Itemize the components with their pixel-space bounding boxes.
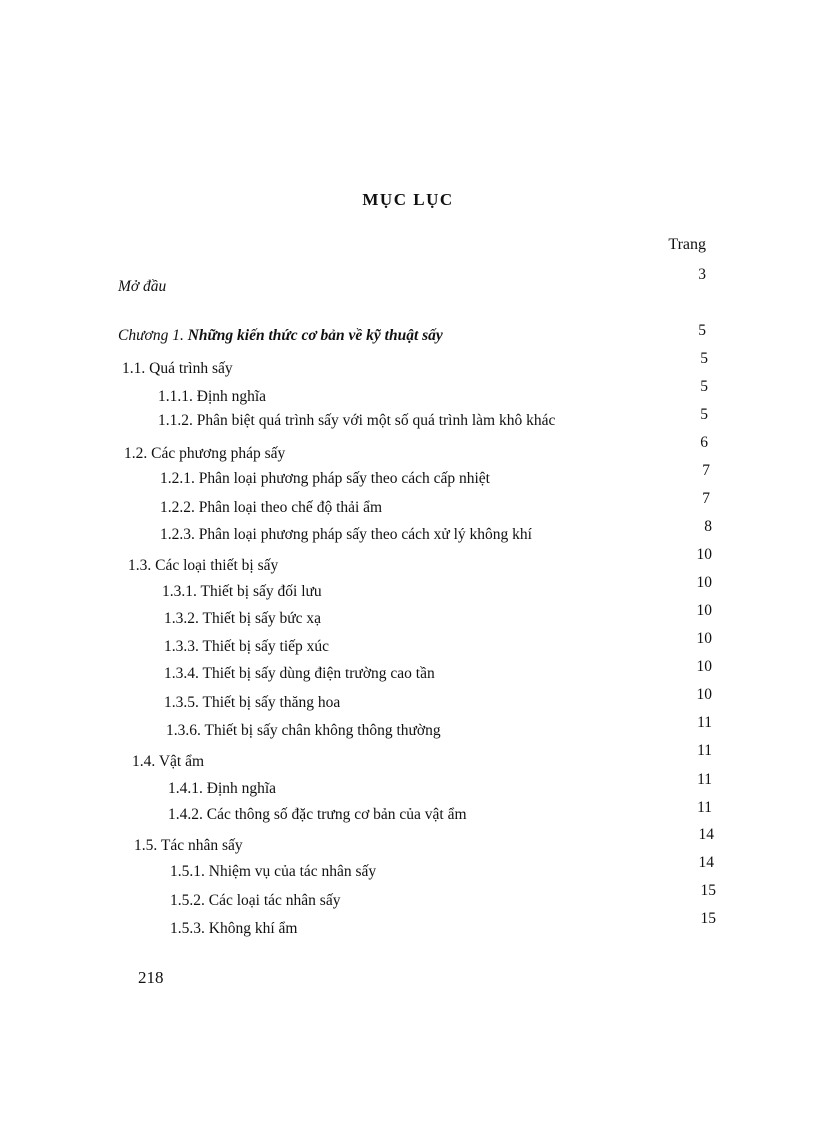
toc-entry-1-2-1: 1.2.1. Phân loại phương pháp sấy theo cách cấp nhiệt (160, 470, 490, 487)
toc-page-1-1-2: 5 (700, 406, 708, 423)
toc-entry-1-2-3: 1.2.3. Phân loại phương pháp sấy theo cách xử lý không khí (160, 526, 532, 543)
toc-entry-1-2-2: 1.2.2. Phân loại theo chế độ thải ẩm (160, 499, 383, 516)
toc-page-1-4-2: 11 (697, 799, 712, 816)
toc-entry-1-3-6: 1.3.6. Thiết bị sấy chân không thông thường (166, 722, 441, 739)
toc-page-1-2-1: 7 (702, 462, 710, 479)
toc-page-1-3-5: 10 (696, 686, 712, 703)
toc-page-1-3: 10 (696, 546, 712, 563)
toc-page-1-2-3: 8 (704, 518, 712, 535)
toc-page-1-4: 11 (697, 742, 712, 759)
toc-page-1-2: 6 (700, 434, 708, 451)
toc-entry-1-1-1: 1.1.1. Định nghĩa (158, 388, 267, 405)
toc-page-1-3-6: 11 (697, 714, 712, 731)
toc-entry-intro: Mở đầu (118, 278, 167, 295)
toc-page-intro: 3 (698, 266, 706, 283)
toc-entry-1-5-1: 1.5.1. Nhiệm vụ của tác nhân sấy (170, 863, 377, 880)
toc-page-1-3-3: 10 (696, 630, 712, 647)
toc-entry-1-3-4: 1.3.4. Thiết bị sấy dùng điện trường cao tần (164, 665, 435, 682)
chapter-label: Chương 1. (118, 327, 184, 344)
toc-entry-1-3-3: 1.3.3. Thiết bị sấy tiếp xúc (164, 638, 330, 655)
toc-title: MỤC LỤC (362, 190, 454, 209)
toc-entry-1-5-2: 1.5.2. Các loại tác nhân sấy (170, 892, 341, 909)
toc-page-1-5-3: 15 (700, 910, 716, 927)
toc-entry-1-2: 1.2. Các phương pháp sấy (124, 445, 286, 462)
toc-page-chapter-1: 5 (698, 322, 706, 339)
toc-entry-1-4-2: 1.4.2. Các thông số đặc trưng cơ bản của vật ẩm (168, 806, 467, 823)
toc-entry-1-4-1: 1.4.1. Định nghĩa (168, 780, 277, 797)
toc-page-1-2-2: 7 (702, 490, 710, 507)
toc-page-1-4-1: 11 (697, 771, 712, 788)
page-column-header: Trang (668, 236, 706, 253)
toc-page-1-1-1: 5 (700, 378, 708, 395)
toc-entry-1-3-5: 1.3.5. Thiết bị sấy thăng hoa (164, 694, 341, 711)
toc-entry-1-4: 1.4. Vật ẩm (132, 753, 205, 770)
toc-entry-1-3-2: 1.3.2. Thiết bị sấy bức xạ (164, 610, 322, 627)
toc-page-1-5-2: 15 (700, 882, 716, 899)
toc-page-1-5-1: 14 (698, 854, 714, 871)
toc-page-1-1: 5 (700, 350, 708, 367)
toc-page-1-3-1: 10 (696, 574, 712, 591)
toc-page-1-3-2: 10 (696, 602, 712, 619)
toc-page-1-5: 14 (698, 826, 714, 843)
toc-entry-1-5: 1.5. Tác nhân sấy (134, 837, 243, 854)
toc-page-1-3-4: 10 (696, 658, 712, 675)
toc-entry-1-3-1: 1.3.1. Thiết bị sấy đối lưu (162, 583, 322, 600)
toc-entry-1-1-2: 1.1.2. Phân biệt quá trình sấy với một số quá trình làm khô khác (158, 412, 556, 429)
toc-entry-1-3: 1.3. Các loại thiết bị sấy (128, 557, 279, 574)
chapter-title: Những kiến thức cơ bản về kỹ thuật sấy (187, 327, 443, 344)
toc-entry-1-5-3: 1.5.3. Không khí ẩm (170, 920, 298, 937)
page-number: 218 (138, 968, 164, 987)
toc-entry-chapter-1 (118, 327, 443, 345)
toc-entry-1-1: 1.1. Quá trình sấy (122, 360, 233, 377)
